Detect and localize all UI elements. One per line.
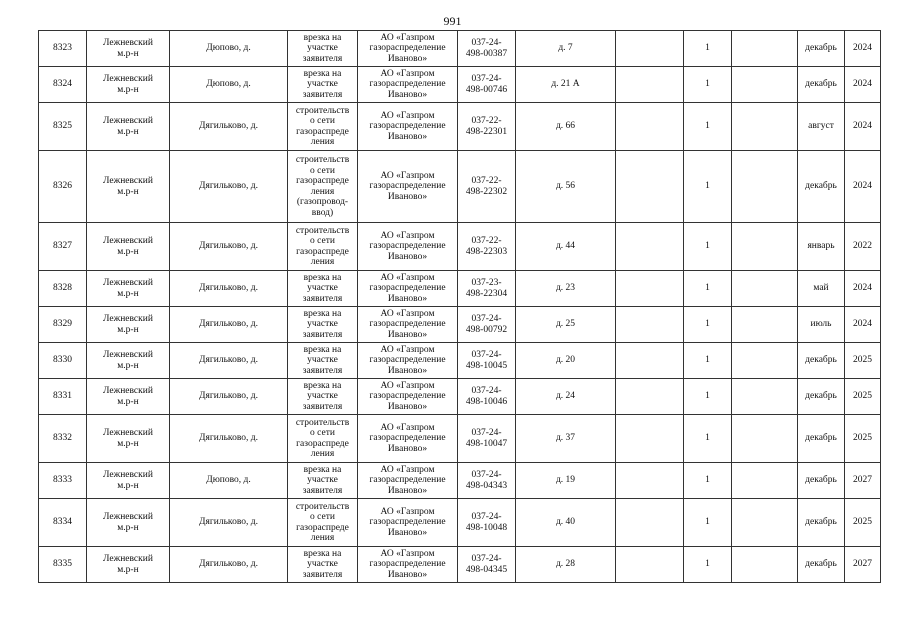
row-number-cell: 8324 [39, 67, 87, 103]
organization-cell: АО «Газпром газораспределение Иваново» [358, 271, 458, 307]
month-cell: декабрь [798, 31, 845, 67]
house-cell: д. 44 [516, 223, 616, 271]
year-cell: 2024 [845, 307, 881, 343]
quantity-cell: 1 [684, 307, 732, 343]
code-cell: 037-24- 498-10046 [458, 379, 516, 415]
data-table [38, 30, 881, 583]
month-cell: июль [798, 307, 845, 343]
work-type-cell: врезка на участке заявителя [288, 463, 358, 499]
house-cell: д. 20 [516, 343, 616, 379]
month-cell: январь [798, 223, 845, 271]
table-body [39, 31, 881, 583]
work-type-cell: врезка на участке заявителя [288, 307, 358, 343]
organization-cell: АО «Газпром газораспределение Иваново» [358, 463, 458, 499]
row-number-cell: 8333 [39, 463, 87, 499]
year-cell: 2027 [845, 463, 881, 499]
settlement-cell: Дюпово, д. [170, 67, 288, 103]
year-cell: 2024 [845, 67, 881, 103]
organization-cell: АО «Газпром газораспределение Иваново» [358, 151, 458, 223]
empty-cell [616, 31, 684, 67]
house-cell: д. 25 [516, 307, 616, 343]
code-cell: 037-24- 498-10045 [458, 343, 516, 379]
district-cell: Лежневский м.р-н [87, 415, 170, 463]
district-cell: Лежневский м.р-н [87, 547, 170, 583]
empty-cell [616, 103, 684, 151]
code-cell: 037-24- 498-00746 [458, 67, 516, 103]
row-number-cell: 8325 [39, 103, 87, 151]
empty-cell [616, 547, 684, 583]
district-cell: Лежневский м.р-н [87, 343, 170, 379]
work-type-cell: строительств о сети газораспреде ления [288, 499, 358, 547]
empty-cell [732, 415, 798, 463]
settlement-cell: Дюпово, д. [170, 31, 288, 67]
empty-cell [732, 271, 798, 307]
year-cell: 2025 [845, 499, 881, 547]
settlement-cell: Дюпово, д. [170, 463, 288, 499]
code-cell: 037-23- 498-22304 [458, 271, 516, 307]
row-number-cell: 8329 [39, 307, 87, 343]
month-cell: декабрь [798, 343, 845, 379]
year-cell: 2025 [845, 343, 881, 379]
month-cell: декабрь [798, 415, 845, 463]
row-number-cell: 8327 [39, 223, 87, 271]
table-row [39, 271, 881, 307]
work-type-cell: врезка на участке заявителя [288, 271, 358, 307]
organization-cell: АО «Газпром газораспределение Иваново» [358, 379, 458, 415]
year-cell: 2027 [845, 547, 881, 583]
quantity-cell: 1 [684, 463, 732, 499]
code-cell: 037-24- 498-00387 [458, 31, 516, 67]
organization-cell: АО «Газпром газораспределение Иваново» [358, 343, 458, 379]
empty-cell [732, 31, 798, 67]
work-type-cell: строительств о сети газораспреде ления [288, 415, 358, 463]
table-row [39, 307, 881, 343]
quantity-cell: 1 [684, 499, 732, 547]
table-row [39, 379, 881, 415]
district-cell: Лежневский м.р-н [87, 67, 170, 103]
quantity-cell: 1 [684, 379, 732, 415]
row-number-cell: 8334 [39, 499, 87, 547]
house-cell: д. 23 [516, 271, 616, 307]
house-cell: д. 56 [516, 151, 616, 223]
year-cell: 2024 [845, 271, 881, 307]
empty-cell [616, 271, 684, 307]
year-cell: 2024 [845, 31, 881, 67]
page-number: 991 [443, 14, 462, 28]
organization-cell: АО «Газпром газораспределение Иваново» [358, 499, 458, 547]
work-type-cell: врезка на участке заявителя [288, 379, 358, 415]
code-cell: 037-24- 498-10047 [458, 415, 516, 463]
code-cell: 037-22- 498-22302 [458, 151, 516, 223]
empty-cell [616, 379, 684, 415]
code-cell: 037-22- 498-22301 [458, 103, 516, 151]
row-number-cell: 8323 [39, 31, 87, 67]
empty-cell [616, 67, 684, 103]
row-number-cell: 8332 [39, 415, 87, 463]
quantity-cell: 1 [684, 151, 732, 223]
empty-cell [616, 151, 684, 223]
organization-cell: АО «Газпром газораспределение Иваново» [358, 31, 458, 67]
organization-cell: АО «Газпром газораспределение Иваново» [358, 223, 458, 271]
empty-cell [732, 379, 798, 415]
quantity-cell: 1 [684, 547, 732, 583]
organization-cell: АО «Газпром газораспределение Иваново» [358, 415, 458, 463]
table-row [39, 67, 881, 103]
empty-cell [616, 343, 684, 379]
table-row [39, 499, 881, 547]
work-type-cell: строительств о сети газораспреде ления [288, 223, 358, 271]
quantity-cell: 1 [684, 415, 732, 463]
code-cell: 037-24- 498-04345 [458, 547, 516, 583]
settlement-cell: Дягильково, д. [170, 307, 288, 343]
quantity-cell: 1 [684, 271, 732, 307]
house-cell: д. 21 А [516, 67, 616, 103]
empty-cell [732, 223, 798, 271]
settlement-cell: Дягильково, д. [170, 223, 288, 271]
house-cell: д. 28 [516, 547, 616, 583]
quantity-cell: 1 [684, 31, 732, 67]
organization-cell: АО «Газпром газораспределение Иваново» [358, 103, 458, 151]
house-cell: д. 24 [516, 379, 616, 415]
year-cell: 2025 [845, 379, 881, 415]
code-cell: 037-24- 498-10048 [458, 499, 516, 547]
district-cell: Лежневский м.р-н [87, 271, 170, 307]
house-cell: д. 40 [516, 499, 616, 547]
row-number-cell: 8326 [39, 151, 87, 223]
district-cell: Лежневский м.р-н [87, 223, 170, 271]
row-number-cell: 8331 [39, 379, 87, 415]
settlement-cell: Дягильково, д. [170, 103, 288, 151]
year-cell: 2022 [845, 223, 881, 271]
table-row [39, 343, 881, 379]
settlement-cell: Дягильково, д. [170, 415, 288, 463]
table-row [39, 151, 881, 223]
settlement-cell: Дягильково, д. [170, 343, 288, 379]
month-cell: декабрь [798, 547, 845, 583]
work-type-cell: врезка на участке заявителя [288, 31, 358, 67]
empty-cell [732, 463, 798, 499]
work-type-cell: строительств о сети газораспреде ления (газопровод- ввод) [288, 151, 358, 223]
work-type-cell: врезка на участке заявителя [288, 67, 358, 103]
district-cell: Лежневский м.р-н [87, 151, 170, 223]
empty-cell [616, 307, 684, 343]
code-cell: 037-22- 498-22303 [458, 223, 516, 271]
organization-cell: АО «Газпром газораспределение Иваново» [358, 307, 458, 343]
quantity-cell: 1 [684, 67, 732, 103]
organization-cell: АО «Газпром газораспределение Иваново» [358, 547, 458, 583]
table-row [39, 463, 881, 499]
house-cell: д. 19 [516, 463, 616, 499]
month-cell: май [798, 271, 845, 307]
work-type-cell: врезка на участке заявителя [288, 547, 358, 583]
district-cell: Лежневский м.р-н [87, 499, 170, 547]
district-cell: Лежневский м.р-н [87, 31, 170, 67]
table-row [39, 103, 881, 151]
quantity-cell: 1 [684, 103, 732, 151]
table-row [39, 31, 881, 67]
year-cell: 2025 [845, 415, 881, 463]
settlement-cell: Дягильково, д. [170, 379, 288, 415]
house-cell: д. 7 [516, 31, 616, 67]
house-cell: д. 66 [516, 103, 616, 151]
district-cell: Лежневский м.р-н [87, 103, 170, 151]
row-number-cell: 8330 [39, 343, 87, 379]
empty-cell [616, 415, 684, 463]
year-cell: 2024 [845, 103, 881, 151]
table-row [39, 223, 881, 271]
month-cell: декабрь [798, 499, 845, 547]
house-cell: д. 37 [516, 415, 616, 463]
empty-cell [732, 499, 798, 547]
empty-cell [616, 463, 684, 499]
empty-cell [616, 223, 684, 271]
district-cell: Лежневский м.р-н [87, 307, 170, 343]
month-cell: декабрь [798, 151, 845, 223]
empty-cell [616, 499, 684, 547]
month-cell: декабрь [798, 463, 845, 499]
row-number-cell: 8328 [39, 271, 87, 307]
code-cell: 037-24- 498-04343 [458, 463, 516, 499]
empty-cell [732, 67, 798, 103]
quantity-cell: 1 [684, 223, 732, 271]
table-row [39, 547, 881, 583]
empty-cell [732, 547, 798, 583]
empty-cell [732, 307, 798, 343]
settlement-cell: Дягильково, д. [170, 547, 288, 583]
settlement-cell: Дягильково, д. [170, 151, 288, 223]
month-cell: декабрь [798, 379, 845, 415]
settlement-cell: Дягильково, д. [170, 499, 288, 547]
organization-cell: АО «Газпром газораспределение Иваново» [358, 67, 458, 103]
table-row [39, 415, 881, 463]
month-cell: декабрь [798, 67, 845, 103]
settlement-cell: Дягильково, д. [170, 271, 288, 307]
district-cell: Лежневский м.р-н [87, 463, 170, 499]
work-type-cell: врезка на участке заявителя [288, 343, 358, 379]
empty-cell [732, 151, 798, 223]
work-type-cell: строительств о сети газораспреде ления [288, 103, 358, 151]
quantity-cell: 1 [684, 343, 732, 379]
row-number-cell: 8335 [39, 547, 87, 583]
year-cell: 2024 [845, 151, 881, 223]
code-cell: 037-24- 498-00792 [458, 307, 516, 343]
empty-cell [732, 103, 798, 151]
month-cell: август [798, 103, 845, 151]
district-cell: Лежневский м.р-н [87, 379, 170, 415]
empty-cell [732, 343, 798, 379]
